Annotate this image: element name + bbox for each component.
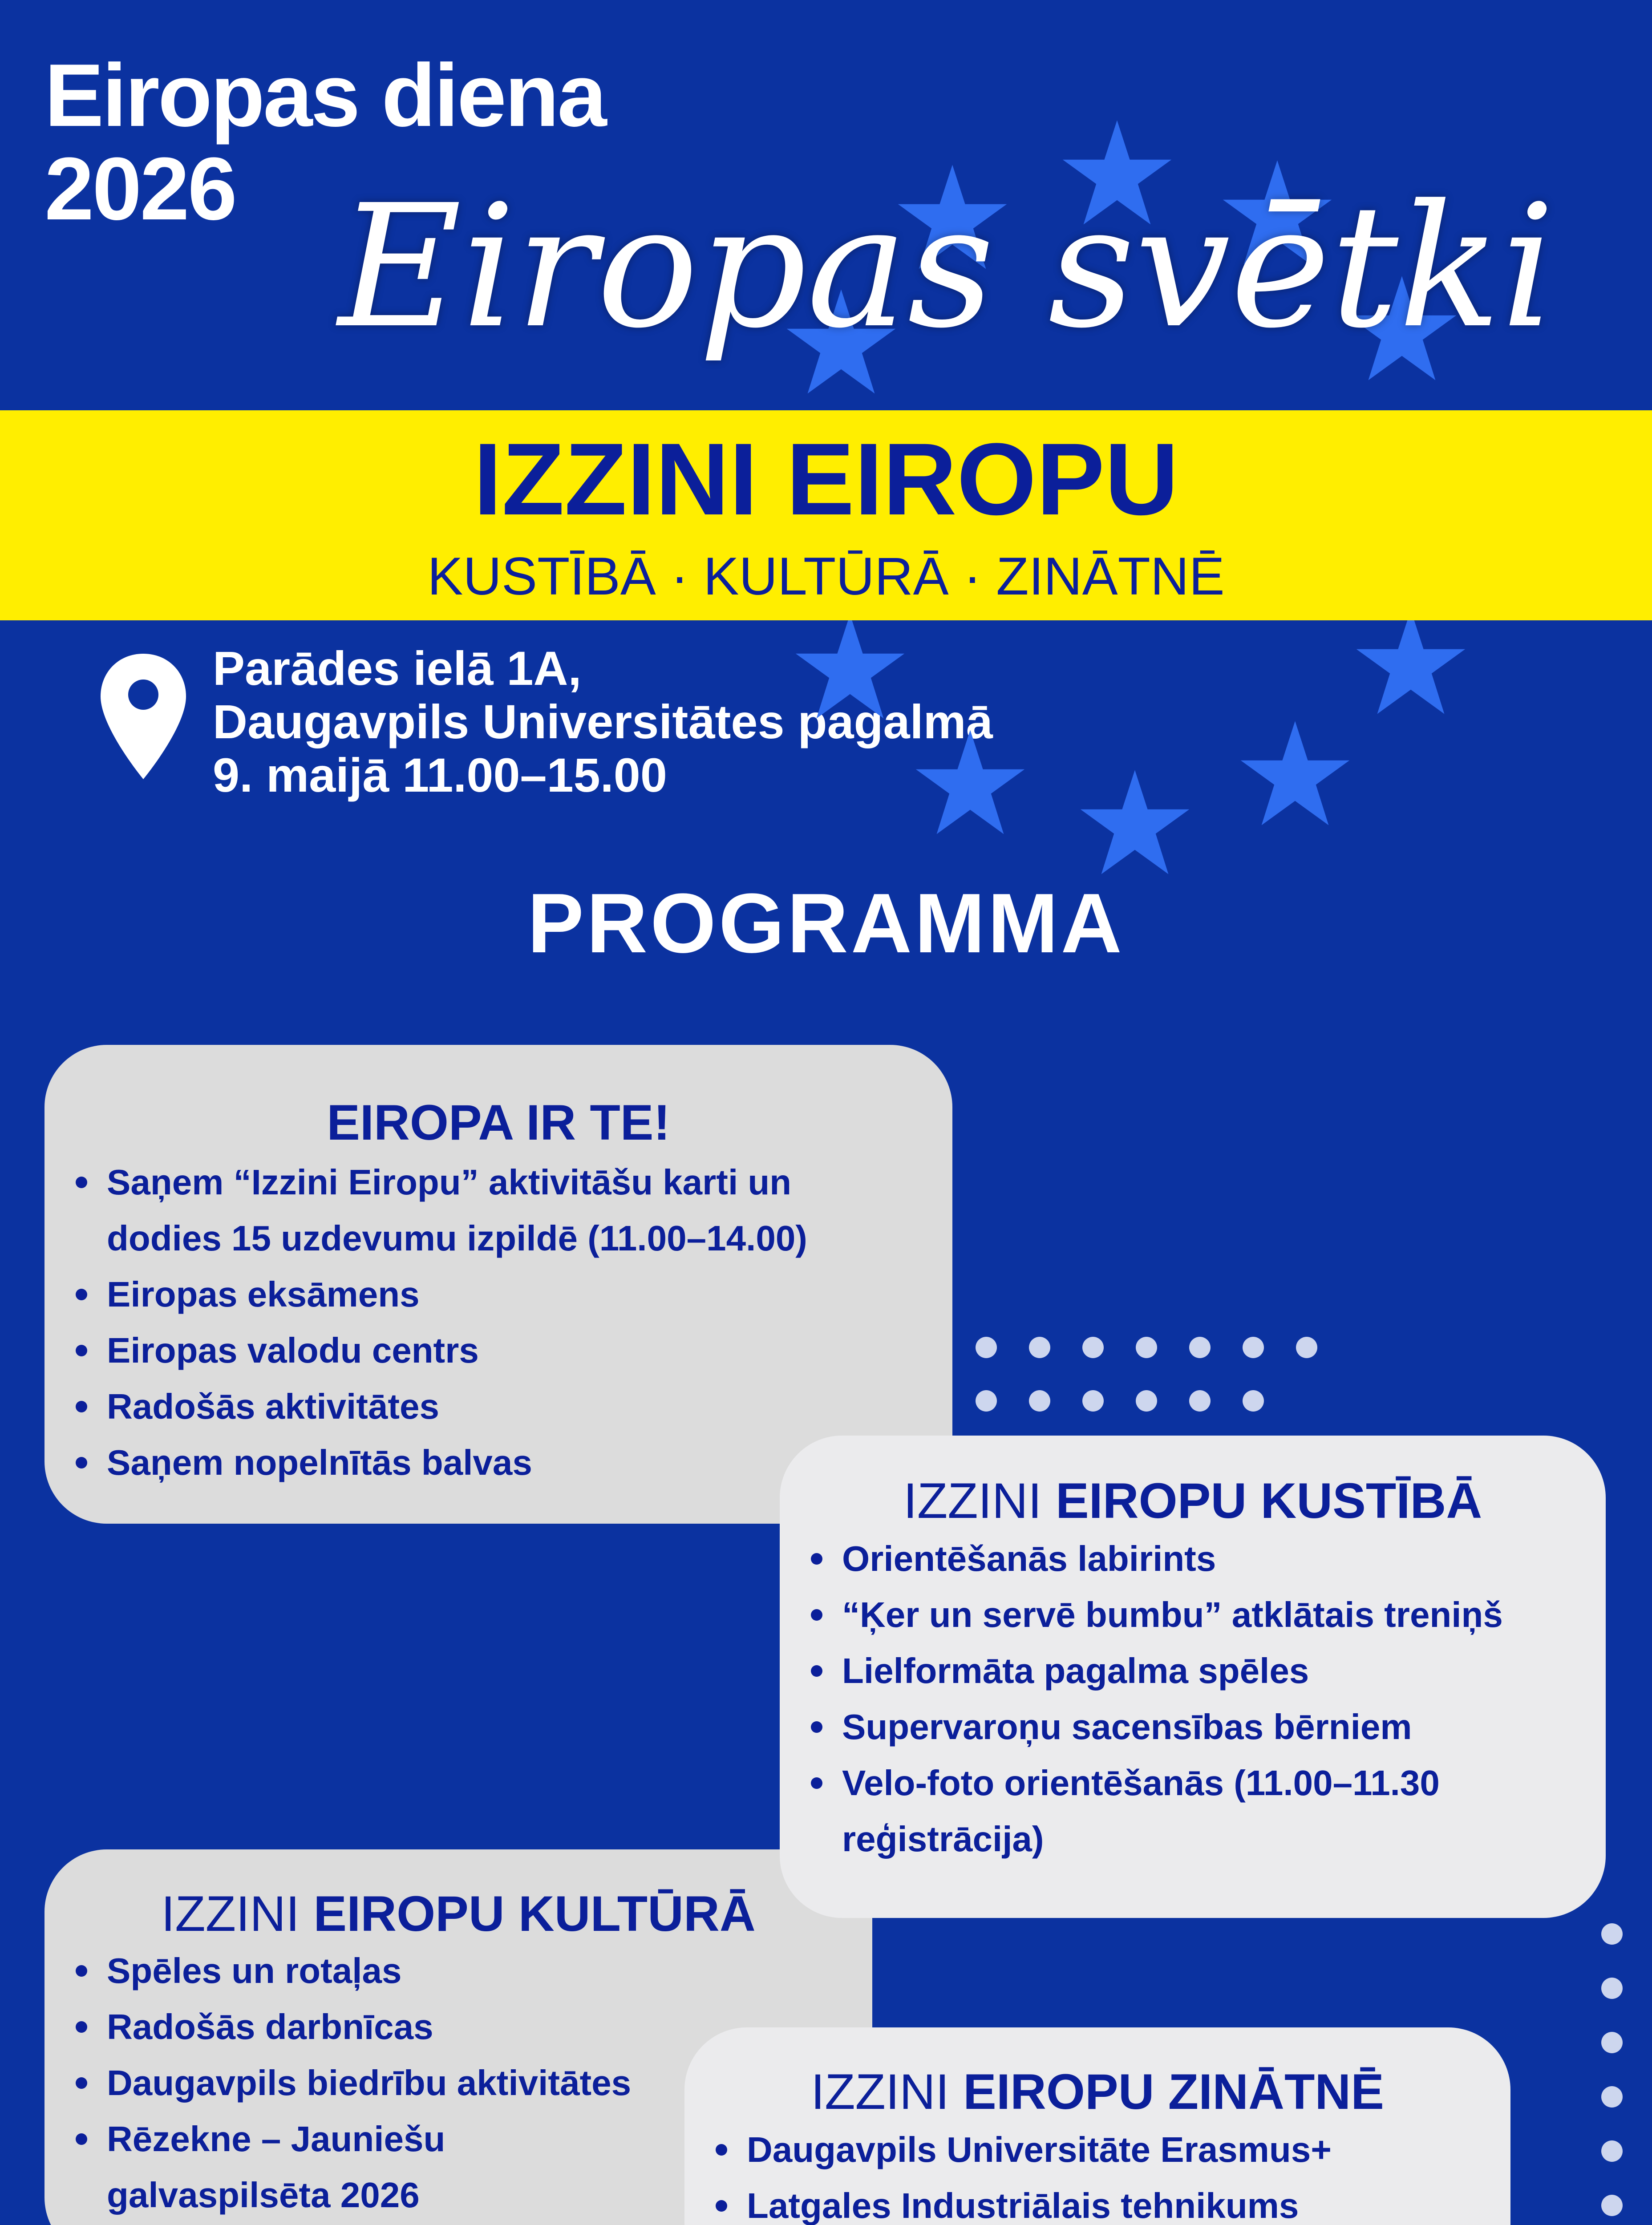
list-item: “Ķer un servē bumbu” atklātais treniņš bbox=[780, 1587, 1606, 1643]
star-icon bbox=[1077, 765, 1193, 881]
title-line-2: 2026 bbox=[45, 139, 235, 239]
star-icon bbox=[1237, 716, 1353, 832]
star-icon bbox=[912, 725, 1028, 841]
list-item: Rēzekne – Jauniešu bbox=[45, 2111, 872, 2167]
list-item: dodies 15 uzdevumu izpildē (11.00–14.00) bbox=[107, 1218, 807, 1258]
list-item: Saņem nopelnītās balvas bbox=[45, 1435, 952, 1491]
list-item: Orientēšanās labirints bbox=[780, 1531, 1606, 1587]
card-zinatne bbox=[684, 2027, 1510, 2225]
list-item: Eiropas valodu centrs bbox=[45, 1323, 952, 1379]
list-item: Latgales Industriālais tehnikums bbox=[684, 2178, 1510, 2225]
card-title: IZZINI EIROPU ZINĀTNĒ bbox=[810, 2064, 1384, 2120]
location-address: Parādes ielā 1A, bbox=[213, 641, 582, 695]
list-item: reģistrācija) bbox=[842, 1819, 1044, 1859]
list-item: galvaspilsēta 2026 bbox=[107, 2175, 420, 2215]
list-item: Lielformāta pagalma spēles bbox=[780, 1643, 1606, 1699]
list-item: Velo-foto orientēšanās (11.00–11.30 bbox=[780, 1755, 1606, 1811]
location-place: Daugavpils Universitātes pagalmā bbox=[213, 695, 993, 748]
card-title: EIROPA IR TE! bbox=[327, 1095, 670, 1150]
list-item: Daugavpils Universitāte Erasmus+ bbox=[684, 2122, 1510, 2178]
map-pin-icon bbox=[99, 652, 188, 781]
script-title: Eiropas svētki bbox=[338, 168, 1555, 365]
card-kustiba bbox=[780, 1436, 1606, 1918]
list-item: Radošās darbnīcas bbox=[45, 1999, 872, 2055]
list-item: Eiropas eksāmens bbox=[45, 1266, 952, 1323]
banner-title: IZZINI EIROPU bbox=[473, 422, 1179, 536]
list-item: Spēles un rotaļas bbox=[45, 1943, 872, 1999]
title-line-1: Eiropas diena bbox=[45, 46, 605, 145]
list-item: Radošās aktivitātes bbox=[45, 1379, 952, 1435]
star-icon bbox=[1353, 605, 1469, 721]
banner-subtitle: KUSTĪBĀ · KULTŪRĀ · ZINĀTNĒ bbox=[427, 546, 1225, 606]
location-time: 9. maijā 11.00–15.00 bbox=[213, 748, 667, 802]
programme-heading: PROGRAMMA bbox=[527, 876, 1125, 971]
list-item: Saņem “Izzini Eiropu” aktivitāšu karti un bbox=[45, 1154, 952, 1210]
list-item: Daugavpils biedrību aktivitātes bbox=[45, 2055, 872, 2111]
star-icon bbox=[792, 610, 908, 725]
list-item: Supervaroņu sacensības bērniem bbox=[780, 1699, 1606, 1755]
card-title: IZZINI EIROPU KUSTĪBĀ bbox=[903, 1473, 1482, 1529]
card-title: IZZINI EIROPU KULTŪRĀ bbox=[161, 1886, 756, 1942]
